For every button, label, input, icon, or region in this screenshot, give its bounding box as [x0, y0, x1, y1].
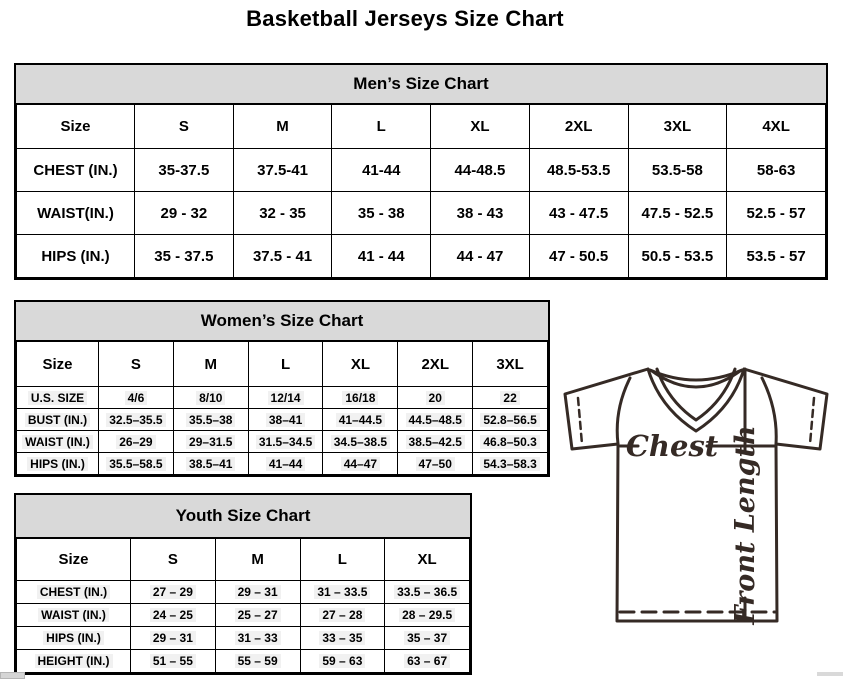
size-value-cell: 27 – 29: [131, 581, 216, 604]
size-value-cell: 63 – 67: [385, 650, 470, 673]
jersey-right-armhole-seam: [762, 378, 776, 444]
size-value-cell: 47.5 - 52.5: [628, 192, 727, 235]
womens-size-table: [16, 341, 548, 475]
size-value-cell: 38.5–41: [173, 453, 248, 475]
horizontal-scrollbar-right-fragment[interactable]: [817, 672, 843, 676]
horizontal-scrollbar-left-button[interactable]: [0, 672, 25, 679]
size-value-cell: 50.5 - 53.5: [628, 235, 727, 278]
size-value-cell: 55 – 59: [215, 650, 300, 673]
page-title: Basketball Jerseys Size Chart: [246, 6, 564, 31]
size-value-cell: 44-48.5: [431, 149, 530, 192]
size-value-cell: 41-44: [332, 149, 431, 192]
table-row: [17, 149, 826, 192]
row-label-cell: HIPS (IN.): [17, 453, 99, 475]
column-header-cell: 4XL: [727, 105, 826, 149]
row-label-cell: WAIST (IN.): [17, 431, 99, 453]
size-value-cell: 29 - 32: [135, 192, 234, 235]
front-length-label: Front Length: [730, 425, 761, 625]
youth-chart-title: Youth Size Chart: [16, 495, 470, 538]
size-value-cell: 53.5 - 57: [727, 235, 826, 278]
size-value-cell: 37.5 - 41: [233, 235, 332, 278]
size-value-cell: 35 – 37: [385, 627, 470, 650]
size-value-cell: 48.5-53.5: [529, 149, 628, 192]
row-label-cell: BUST (IN.): [17, 409, 99, 431]
size-value-cell: 35.5–58.5: [99, 453, 174, 475]
size-value-cell: 35 - 38: [332, 192, 431, 235]
column-header-cell: 3XL: [628, 105, 727, 149]
column-header-cell: XL: [323, 342, 398, 387]
size-value-cell: 41–44: [248, 453, 323, 475]
size-value-cell: 12/14: [248, 387, 323, 409]
table-row: [17, 431, 548, 453]
table-row: [17, 453, 548, 475]
mens-size-table: [16, 104, 826, 278]
table-row: [17, 387, 548, 409]
size-value-cell: 24 – 25: [131, 604, 216, 627]
table-row: [17, 409, 548, 431]
size-value-cell: 25 – 27: [215, 604, 300, 627]
row-label-cell: CHEST (IN.): [17, 581, 131, 604]
column-header-cell: L: [332, 105, 431, 149]
size-value-cell: 28 – 29.5: [385, 604, 470, 627]
youth-size-chart: [14, 493, 472, 675]
size-value-cell: 32.5–35.5: [99, 409, 174, 431]
column-header-cell: Size: [17, 105, 135, 149]
size-value-cell: 22: [473, 387, 548, 409]
size-value-cell: 27 – 28: [300, 604, 385, 627]
size-value-cell: 31.5–34.5: [248, 431, 323, 453]
size-value-cell: 33.5 – 36.5: [385, 581, 470, 604]
womens-chart-title: Women’s Size Chart: [16, 302, 548, 341]
column-header-cell: Size: [17, 342, 99, 387]
column-header-cell: L: [248, 342, 323, 387]
table-row: [17, 627, 470, 650]
size-value-cell: 29 – 31: [215, 581, 300, 604]
size-value-cell: 31 – 33: [215, 627, 300, 650]
size-value-cell: 59 – 63: [300, 650, 385, 673]
table-row: [17, 604, 470, 627]
column-header-cell: S: [135, 105, 234, 149]
chest-label: Chest: [625, 429, 719, 463]
size-value-cell: 4/6: [99, 387, 174, 409]
size-value-cell: 41–44.5: [323, 409, 398, 431]
table-row: [17, 192, 826, 235]
size-value-cell: 38.5–42.5: [398, 431, 473, 453]
mens-chart-title: Men’s Size Chart: [16, 65, 826, 104]
column-header-cell: M: [215, 539, 300, 581]
size-value-cell: 43 - 47.5: [529, 192, 628, 235]
row-label-cell: HIPS (IN.): [17, 235, 135, 278]
size-value-cell: 44 - 47: [431, 235, 530, 278]
row-label-cell: HIPS (IN.): [17, 627, 131, 650]
column-header-cell: XL: [385, 539, 470, 581]
size-value-cell: 47–50: [398, 453, 473, 475]
table-row: [17, 235, 826, 278]
jersey-measurement-diagram: [550, 355, 843, 640]
size-value-cell: 35.5–38: [173, 409, 248, 431]
size-value-cell: 20: [398, 387, 473, 409]
size-value-cell: 44.5–48.5: [398, 409, 473, 431]
column-header-cell: Size: [17, 539, 131, 581]
mens-size-chart: [14, 63, 828, 280]
size-value-cell: 32 - 35: [233, 192, 332, 235]
size-value-cell: 37.5-41: [233, 149, 332, 192]
column-header-cell: M: [233, 105, 332, 149]
size-value-cell: 52.8–56.5: [473, 409, 548, 431]
size-value-cell: 47 - 50.5: [529, 235, 628, 278]
size-value-cell: 35-37.5: [135, 149, 234, 192]
jersey-left-cuff-dashed-line: [578, 398, 582, 444]
size-value-cell: 8/10: [173, 387, 248, 409]
youth-size-table: [16, 538, 470, 673]
size-value-cell: 31 – 33.5: [300, 581, 385, 604]
row-label-cell: WAIST (IN.): [17, 604, 131, 627]
size-value-cell: 33 – 35: [300, 627, 385, 650]
column-header-cell: 3XL: [473, 342, 548, 387]
column-header-cell: 2XL: [529, 105, 628, 149]
size-value-cell: 41 - 44: [332, 235, 431, 278]
size-value-cell: 44–47: [323, 453, 398, 475]
size-value-cell: 38–41: [248, 409, 323, 431]
size-value-cell: 53.5-58: [628, 149, 727, 192]
row-label-cell: HEIGHT (IN.): [17, 650, 131, 673]
column-header-cell: S: [99, 342, 174, 387]
size-value-cell: 35 - 37.5: [135, 235, 234, 278]
size-value-cell: 38 - 43: [431, 192, 530, 235]
size-value-cell: 29–31.5: [173, 431, 248, 453]
size-value-cell: 46.8–50.3: [473, 431, 548, 453]
size-value-cell: 51 – 55: [131, 650, 216, 673]
column-header-cell: L: [300, 539, 385, 581]
size-value-cell: 16/18: [323, 387, 398, 409]
column-header-cell: M: [173, 342, 248, 387]
row-label-cell: CHEST (IN.): [17, 149, 135, 192]
table-row: [17, 581, 470, 604]
row-label-cell: U.S. SIZE: [17, 387, 99, 409]
womens-size-chart: [14, 300, 550, 477]
table-row: [17, 650, 470, 673]
column-header-cell: XL: [431, 105, 530, 149]
size-value-cell: 26–29: [99, 431, 174, 453]
size-value-cell: 29 – 31: [131, 627, 216, 650]
row-label-cell: WAIST(IN.): [17, 192, 135, 235]
size-value-cell: 54.3–58.3: [473, 453, 548, 475]
size-value-cell: 34.5–38.5: [323, 431, 398, 453]
size-value-cell: 58-63: [727, 149, 826, 192]
column-header-cell: S: [131, 539, 216, 581]
jersey-right-cuff-dashed-line: [810, 398, 814, 444]
column-header-cell: 2XL: [398, 342, 473, 387]
size-value-cell: 52.5 - 57: [727, 192, 826, 235]
